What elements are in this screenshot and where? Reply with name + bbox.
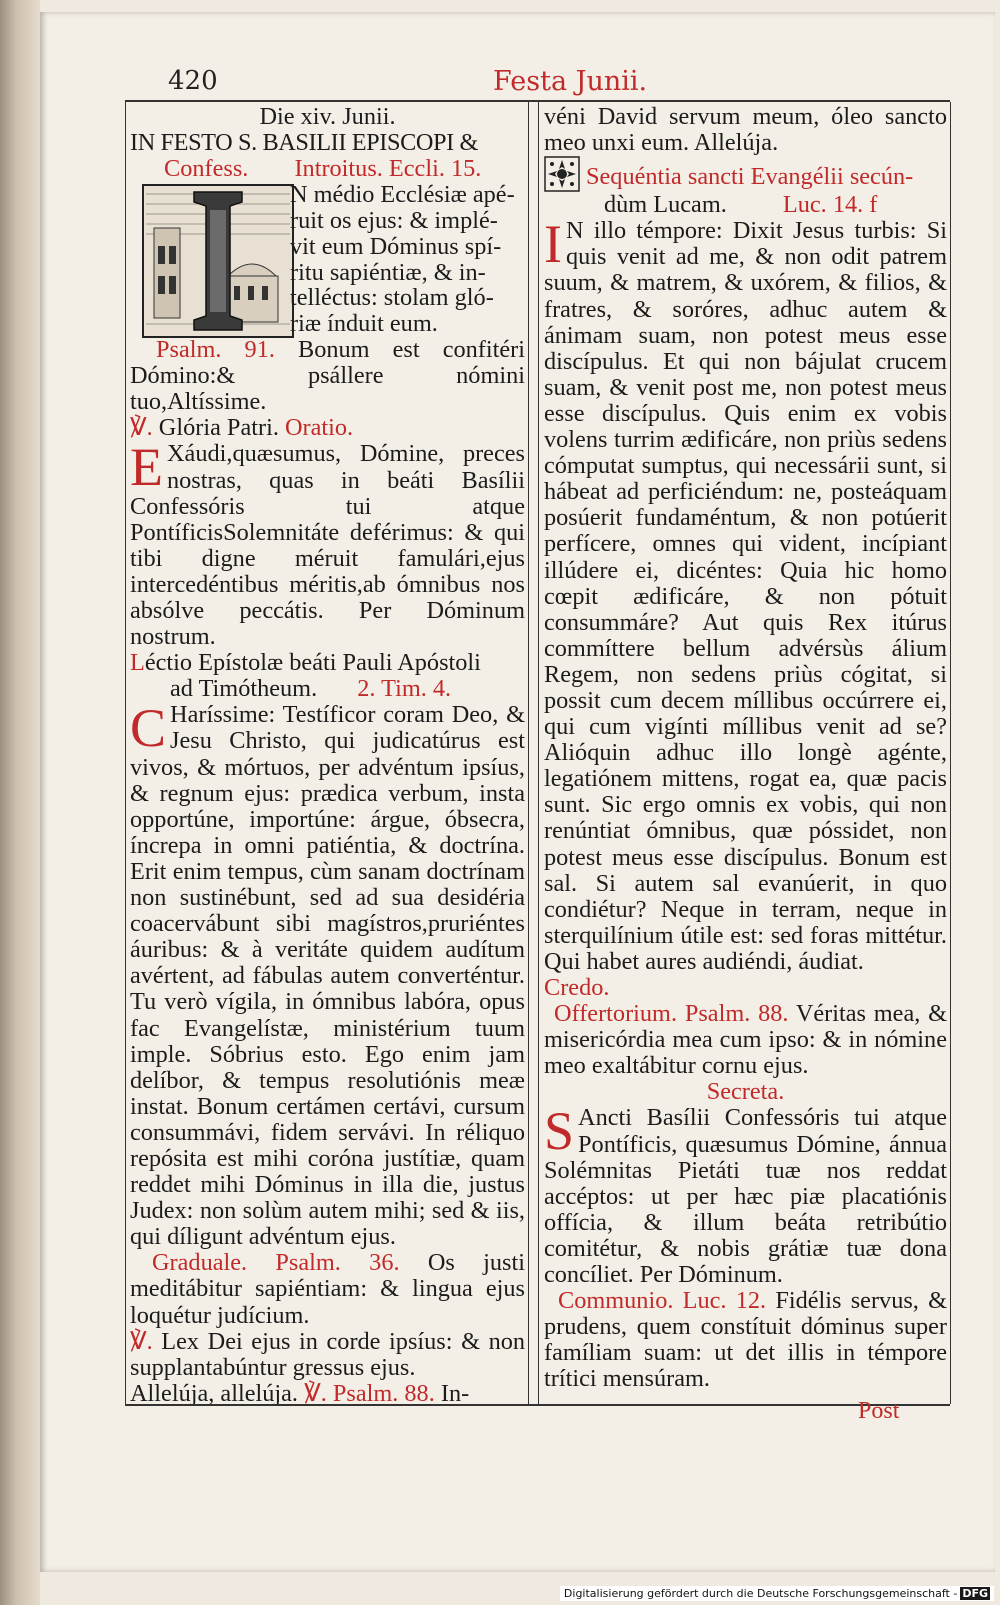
oratio-body: Xáudi,quæsumus, Dómine, preces nostras, quas in beáti Basílii Confessóris tui atque PontíficisSolemnitáte deférimus: & qui tibi digne méruit famulári,ejus intercedéntibus méritis,ab ómnibus nos absólve peccátis. Per Dóminum nostrum. [130, 440, 525, 651]
right-column [544, 104, 947, 1393]
confess-label: Confess. [164, 155, 249, 183]
introit-heading [130, 156, 525, 182]
introit-line: N médio Ecclésiæ apé- [290, 181, 515, 209]
gospel-initial: I [544, 214, 562, 275]
left-margin-rule [125, 102, 126, 1404]
gospel-title-a: Sequéntia sancti Evangélii secún- [586, 163, 914, 191]
offertorium-label: Offertorium. Psalm. 88. [554, 1000, 789, 1028]
gospel-text [544, 214, 947, 975]
communio-label: Communio. Luc. 12. [558, 1287, 767, 1315]
psalm-text: Bonum est confitéri Dómino:& psállere nómini tuo,Altíssime. [130, 336, 525, 416]
lectio-reference: 2. Tim. 4. [357, 675, 452, 703]
page-number: 420 [168, 66, 218, 96]
alleluia-verse-cont: véni David servum meum, óleo sancto meo unxi eum. Allelúja. [544, 103, 947, 157]
running-title: Festa Junii. [493, 66, 648, 97]
credo [544, 975, 947, 1001]
epistle-body: Haríssime: Testíficor coram Deo, & Jesu Christo, qui judicatúrus est vivos, & mórtuos, per advéntum ipsíus, & regnum ejus: prædica verbum, insta opportúne, importúne: árgue, óbsecra, íncrepa in omni patiéntia, & doctrína. Erit enim tempus, cùm sanam doctrínam non sustinébunt, sed ad sua desidéria coacervábunt sibi magístros,pruriéntes áuribus: & à veritáte quidem audítum avértent, ad fábulas autem converténtur. Tu verò vígila, in ómnibus labóra, opus fac Evangelístæ, ministérium tuum imple. Sóbrius esto. Ego enim jam delíbor, & tempus resolutiónis meæ instat. Bonum certámen certávi, cursum consummávi, fidem servávi. In réliquo repósita est mihi coróna justítiæ, quam reddet mihi Dóminus in illa die, justus Judex: non solùm autem mihi; sed & iis, qui díligunt advéntum ejus. [130, 701, 525, 1251]
lectio-addressee: ad Timótheum. [170, 675, 318, 703]
book-spine [0, 0, 40, 1605]
left-column [130, 104, 525, 1407]
offertorium [544, 1001, 947, 1079]
offertorium-text: Véritas mea, & misericórdia mea cum ipso: & in nómine meo exaltábitur cornu ejus. [544, 1000, 947, 1080]
epistle-text [130, 698, 525, 1251]
alleluia-text: Allelúja, allelúja. [130, 1379, 298, 1407]
feast-date: Die xiv. Junii. [259, 103, 396, 130]
oratio-initial: E [130, 437, 163, 498]
versicle-mark: ℣. [130, 1327, 153, 1355]
feast-title: IN FESTO S. BASILII EPISCOPI & [130, 129, 479, 157]
alleluia-line [130, 1381, 525, 1407]
graduale-versicle [130, 1329, 525, 1381]
secreta-initial: S [544, 1101, 575, 1162]
bottom-rule [125, 1404, 950, 1406]
gloria-line [130, 415, 525, 441]
introit-line: vit eum Dóminus spí- [290, 232, 502, 260]
communio-text: Fidélis servus, & prudens, quem constítuit dóminus super famíliam suam: ut det illis in témpore trítici mensúram. [544, 1287, 948, 1393]
column-divider-right [538, 102, 539, 1404]
communio [544, 1288, 947, 1392]
secreta-body: Ancti Basílii Confessóris tui atque Pontíficis, quæsumus Dómine, ánnua Solémnitas Pietáti tuæ nos reddat accéptos: ut per hæc piæ placatiónis offícia, & illum beáta retribútio comitétur, & nobis grátiæ tuæ dona concíliet. Per Dóminum. [544, 1104, 947, 1289]
graduale-text: Os justi meditábitur sapiéntiam: & lingua ejus loquétur judícium. [130, 1249, 525, 1329]
introit-line: ritu sapiéntiæ, & in- [290, 258, 486, 286]
catchword: Post [858, 1398, 900, 1424]
gospel-title-b: dùm Lucam. [604, 191, 727, 219]
credo-text: Credo. [544, 974, 610, 1001]
oratio-label: Oratio. [284, 414, 354, 442]
gospel-reference: Luc. 14. f [782, 191, 878, 219]
gospel-heading-line2 [544, 192, 947, 218]
secreta-label: Secreta. [706, 1078, 785, 1106]
introit-reference: Introitus. Eccli. 15. [294, 155, 482, 183]
page-header [0, 66, 1000, 100]
gospel-heading [544, 156, 947, 192]
introit-line: telléctus: stolam gló- [290, 284, 494, 312]
lectio-title-line2 [130, 676, 525, 702]
versicle-mark: ℣. [130, 414, 153, 442]
lectio-title-text: éctio Epístolæ beáti Pauli Apóstoli [144, 649, 481, 677]
alleluia-continuation: In- [440, 1379, 470, 1407]
introit-text [130, 182, 525, 337]
graduale [130, 1250, 525, 1328]
lectio-title [130, 650, 525, 676]
introit-line: ruit os ejus: & implé- [290, 207, 498, 235]
secreta-heading [544, 1079, 947, 1105]
gospel-body: N illo témpore: Dixit Jesus turbis: Si quis venit ad me, & non odit patrem suum, & matrem, & uxórem, & filios, & fratres, & soróres, adhuc autem & ánimam suam, non potest meus esse discípulus. Et qui non bájulat crucem suam, & venit post me, non potest meus esse discípulus. Quis enim ex vobis volens turrim ædificáre, non priùs sedens cómputat sumptus, qui necessárii sunt, si hábeat ad perficiéndum: ne, posteáquam posúerit fundaméntum, & non potúerit perfícere, omnes qui vident, incípiant illúdere ei, dicéntes: Quia hic homo cœpit ædificáre, & non pótuit consummáre? Aut quis Rex itúrus commíttere bellum advérsùs álium Regem, non sedens priùs cógitat, si possit cum decem míllibus occúrrere ei, qui cum vigínti míllibus venit ad se? Alióquin adhuc illo longè agénte, legatiónem mittens, rogat ea, quæ pacis sunt. Sic ergo omnis ex vobis, qui non renúntiat ómnibus, quæ póssidet, non potest meus esse discípulus. Bonum est sal. Si autem sal evanúerit, in quo condiétur? Neque in terram, neque in sterquilínium útile est: sed foras mittétur. Qui habet aures audiéndi, áudiat. [544, 217, 947, 975]
dfg-logo-icon: DFG [962, 1587, 988, 1600]
digitization-credit [560, 1586, 994, 1601]
gloria-text: Glória Patri. [158, 414, 279, 442]
introit-line: riæ índuit eum. [290, 310, 438, 338]
graduale-label: Graduale. Psalm. 36. [152, 1249, 400, 1277]
lectio-initial: L [130, 649, 145, 677]
oratio-text [130, 437, 525, 651]
credit-text: Digitalisierung gefördert durch die Deutsche Forschungsgemeinschaft - [563, 1587, 958, 1600]
secreta-text [544, 1101, 947, 1289]
versicle-text: Lex Dei ejus in corde ipsíus: & non supplantabúntur gressus ejus. [130, 1327, 526, 1381]
fleuron-ornament-icon [544, 156, 580, 192]
alleluia-psalm: ℣. Psalm. 88. [304, 1379, 435, 1407]
column-divider-left [528, 102, 529, 1404]
epistle-initial: C [130, 698, 167, 759]
psalm-verse [130, 337, 525, 415]
right-margin-rule [950, 102, 951, 1404]
psalm-reference: Psalm. 91. [156, 336, 275, 364]
